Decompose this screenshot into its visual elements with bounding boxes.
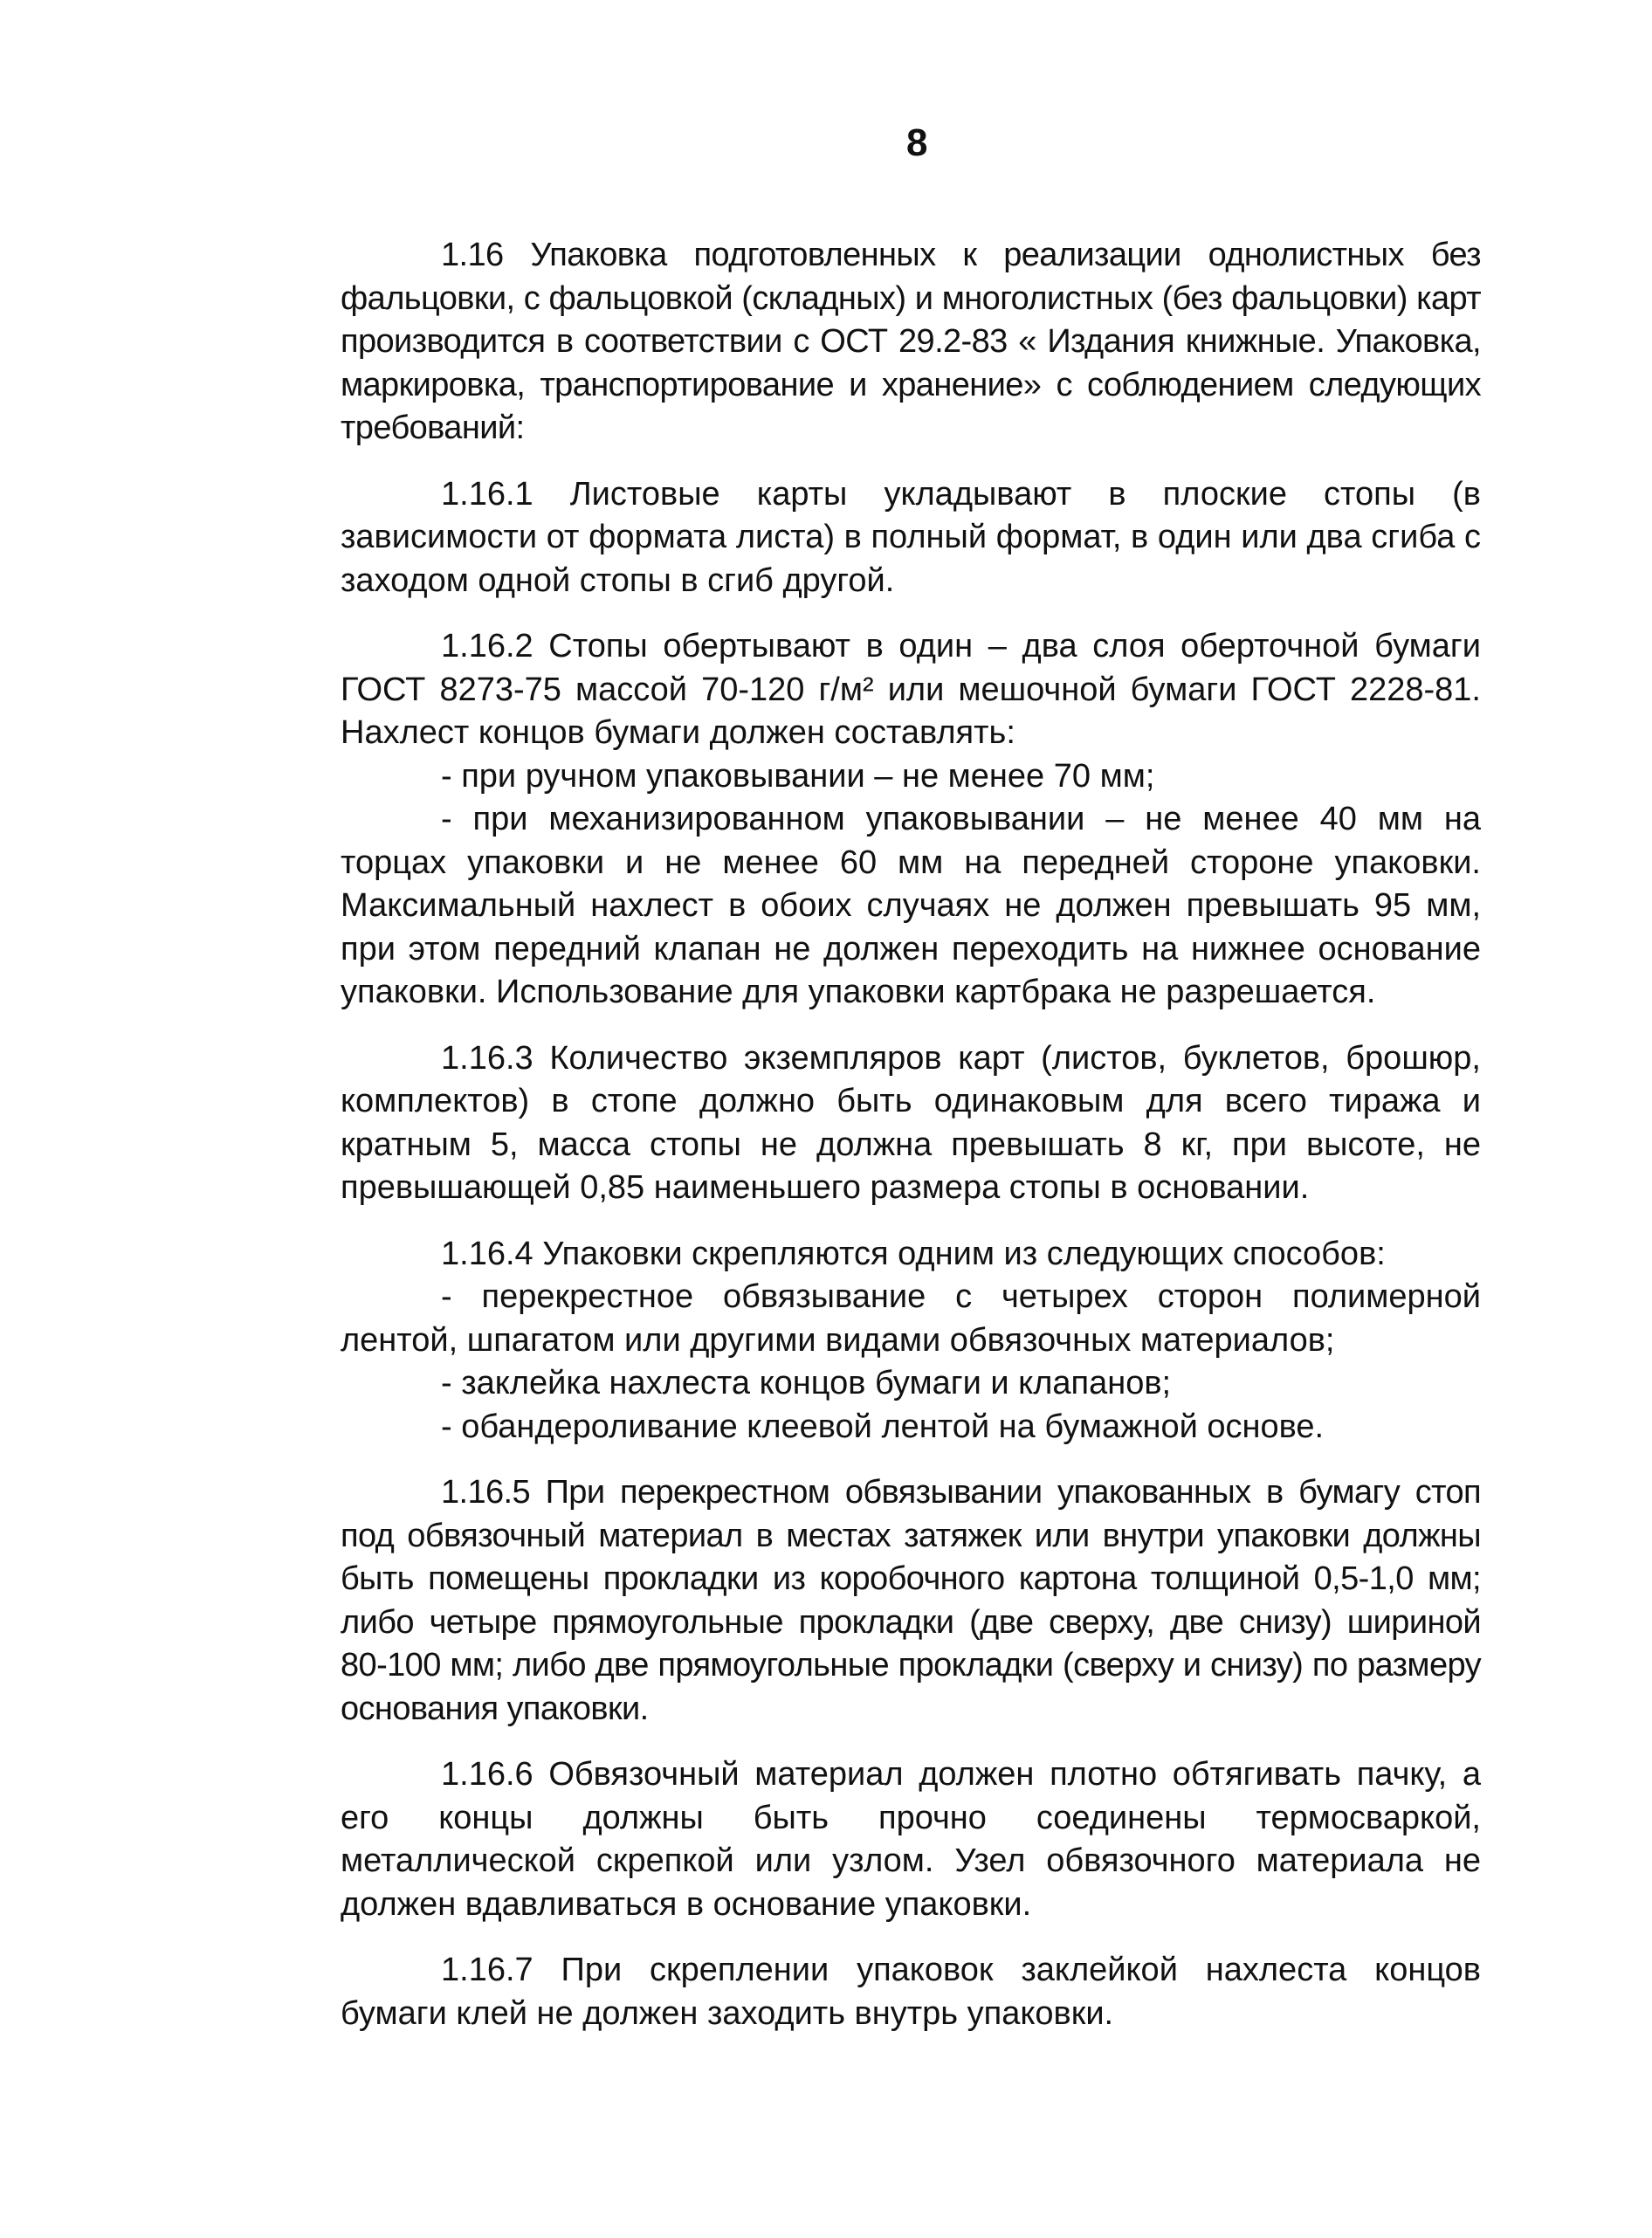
paragraph-1-16-3: 1.16.3 Количество экземпляров карт (листов, буклетов, брошюр, комплектов) в стопе должно быть одинаковым для всего тиража и кратным 5, масса стопы не должна превышать 8 кг, при высоте, не превышающей 0,85 наименьшего размера стопы в основании.: [341, 1039, 1481, 1206]
paragraph-1-16-4-intro: 1.16.4 Упаковки скрепляются одним из следующих способов:: [441, 1235, 1386, 1272]
paragraph-1-16-1: 1.16.1 Листовые карты укладывают в плоские стопы (в зависимости от формата листа) в полный формат, в один или два сгиба с заходом одной стопы в сгиб другой.: [341, 475, 1481, 599]
list-item: - при механизированном упаковывании – не менее 40 мм на торцах упаковки и не менее 60 мм на передней стороне упаковки. Максимальный нахлест в обоих случаях не должен превышать 95 мм, при этом передний клапан не должен переходить на нижнее основание упаковки. Использование для упаковки картбрака не разрешается.: [341, 801, 1481, 1010]
page-number: 8: [906, 121, 928, 164]
paragraph-1-16-5: 1.16.5 При перекрестном обвязывании упакованных в бумагу стоп под обвязочный материал в местах затяжек или внутри упаковки должны быть помещены прокладки из коробочного картона толщиной 0,5-1,0 мм; либо четыре прямоугольные прокладки (две сверху, две снизу) шириной 80-100 мм; либо две прямоугольные прокладки (сверху и снизу) по размеру основания упаковки.: [341, 1474, 1481, 1727]
paragraph-1-16-6: 1.16.6 Обвязочный материал должен плотно обтягивать пачку, а его концы должны быть прочно соединены термосваркой, металлической скрепкой или узлом. Узел обвязочного материала не должен вдавливаться в основание упаковки.: [341, 1756, 1481, 1923]
paragraph-1-16-7: 1.16.7 При скреплении упаковок заклейкой нахлеста концов бумаги клей не должен заходить внутрь упаковки.: [341, 1952, 1481, 2032]
paragraph-1-16: 1.16 Упаковка подготовленных к реализации однолистных без фальцовки, с фальцовкой (складных) и многолистных (без фальцовки) карт производится в соответствии с ОСТ 29.2-83 « Издания книжные. Упаковка, маркировка, транспортирование и хранение» с соблюдением следующих требований:: [341, 237, 1481, 446]
list-item: - перекрестное обвязывание с четырех сторон полимерной лентой, шпагатом или другими видами обвязочных материалов;: [341, 1278, 1481, 1359]
list-item: - обандероливание клеевой лентой на бумажной основе.: [441, 1408, 1325, 1445]
section-1-16-4: [341, 1233, 1481, 1450]
section-1-16-2: [341, 625, 1481, 1015]
paragraph-1-16-2-intro: 1.16.2 Стопы обертывают в один – два слоя оберточной бумаги ГОСТ 8273-75 массой 70-120 г/м² или мешочной бумаги ГОСТ 2228-81. Нахлест концов бумаги должен составлять:: [341, 628, 1481, 751]
list-item: - заклейка нахлеста концов бумаги и клапанов;: [441, 1365, 1172, 1401]
list-item: - при ручном упаковывании – не менее 70 мм;: [441, 757, 1155, 795]
document-body: [341, 234, 1481, 2058]
